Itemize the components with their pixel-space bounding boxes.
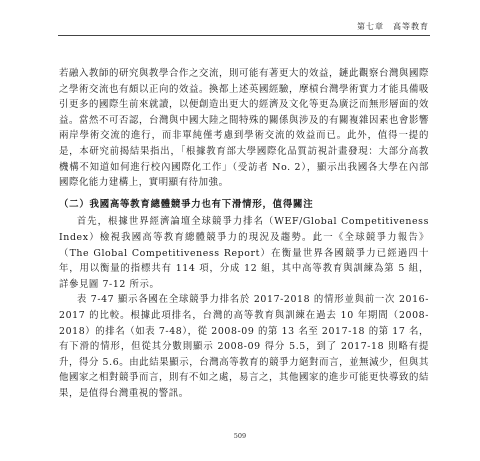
page-number: 509 <box>233 432 247 440</box>
section-heading: （二）我國高等教育總體競爭力也有下滑情形，值得關注 <box>59 198 314 210</box>
running-head: 第七章 高等教育 <box>357 22 429 31</box>
header-rule <box>58 35 430 36</box>
paragraph-1: 若融入教師的研究與教學合作之交流，則可能有著更大的效益，鏈此觀察台灣與國際之學術交流也有頗以正向的效益。換都上述英國經驗，摩槓台灣學術實力才能具備吸引更多的國際生前來就讀，以便創造出更大的經濟及文化等更為廣泛而無形層面的效益。當然不可否認，台灣與中國大陸之間特殊的關係與涉及的有關複雜因素也會影響兩岸學術交流的進行，而非單純僅考慮到學術交流的效益而已。此外，值得一提的是，本研究前揭結果指出，「根據教育部大學國際化品質訪視計畫發現：大部分高教機構不知道如何進行校內國際化工作」（受訪者 No. 2），顯示出我國各大學在內部國際化能力建構上，實明顯有待加強。 <box>59 68 429 189</box>
page-body <box>59 66 429 401</box>
paragraph-2: 首先，根據世界經濟論壇全球競爭力排名（WEF/Global Competitiveness Index）檢視我國高等教育總體競爭力的現況及趨勢。此一《全球競爭力報告》（The Global Competitiveness Report）在衡量世界各國競爭力已經過四十年，用以衡量的指標共有 114 項，分成 12 組，其中高等教育與訓練為第 5 組，詳參見圖 7-12 所示。 <box>59 216 429 290</box>
paragraph-3: 表 7-47 顯示各國在全球競爭力排名於 2017-2018 的情形並與前一次 2016-2017 的比較。根據此項排名，台灣的高等教育與訓練在過去 10 年期間（2008-2018）的排名（如表 7-48），從 2008-09 的第 13 名至 2017-18 的第 17 名，有下滑的情形，但從其分數則顯示 2008-09 得分 5.5，到了 2017-18 則略有提升，得分 5.6。由此結果顯示，台灣高等教育的競爭力絕對而言，並無減少，但與其他國家之相對競爭而言，則有不如之處，易言之，其他國家的進步可能更快導致的結果，是值得台灣重視的警訊。 <box>59 294 429 399</box>
